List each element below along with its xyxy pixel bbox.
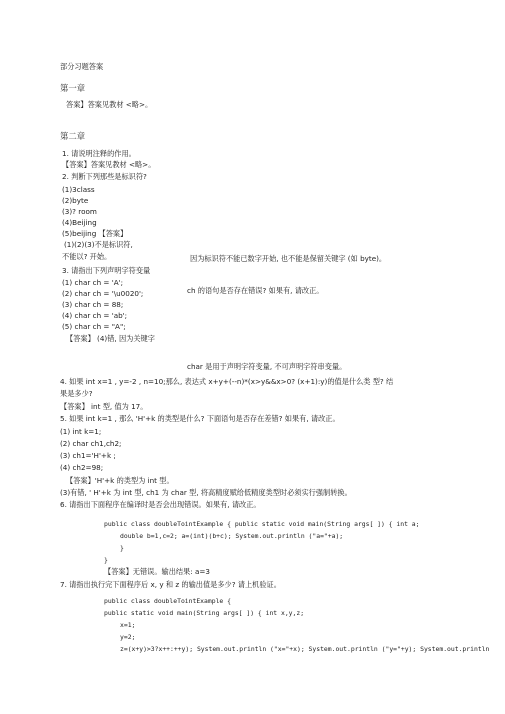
question-1: 1. 请说明注释的作用。 xyxy=(62,149,136,158)
question-4-line: 4. 如果 int x=1 , y=-2 , n=10;那么, 表达式 x+y+(--n)*(x>y&&x>0? (x+1):y)的值是什么类 型? 结 xyxy=(60,377,394,386)
question-3-item: (4) char ch = 'ab'; xyxy=(62,311,128,320)
question-2-item: (5)beijing 【答案】 xyxy=(62,229,128,238)
question-6-code-line: } xyxy=(104,556,108,564)
question-5-item: (4) ch2=98; xyxy=(60,463,104,472)
question-3-item: (1) char ch = 'A'; xyxy=(62,278,124,287)
question-7-code-line: x=1; xyxy=(120,621,136,629)
question-7-code-line: y=2; xyxy=(120,633,136,641)
question-7-code-line: public static void main(String args[ ]) { int x,y,z; xyxy=(104,609,305,617)
chapter-1-heading: 第一章 xyxy=(60,83,86,93)
question-3-item: (5) char ch = "A"; xyxy=(62,322,126,331)
question-2: 2. 判断下列那些是标识符? xyxy=(62,172,147,181)
question-7: 7. 请指出执行完下面程序后 x, y 和 z 的输出值是多少? 请上机验证。 xyxy=(60,580,281,589)
question-5-item: (2) char ch1,ch2; xyxy=(60,439,122,448)
chapter-2-heading: 第二章 xyxy=(60,131,86,141)
question-2-item: (3)? room xyxy=(62,207,97,216)
question-7-code-line: public class doubleTointExample { xyxy=(104,597,231,605)
question-6-code-line: } xyxy=(120,544,124,552)
question-3-side-text: ch 的语句是否存在错误? 如果有, 请改正。 xyxy=(187,286,324,295)
question-2-item: (4)Beijing xyxy=(62,218,97,227)
question-5-item: (1) int k=1; xyxy=(60,427,102,436)
question-5-item: (3) ch1='H'+k ; xyxy=(60,451,116,460)
question-1-answer: 【答案】答案见教材 <略>。 xyxy=(62,160,156,169)
question-2-item: (2)byte xyxy=(62,196,89,205)
question-6-answer: 【答案】无错误。输出结果: a=3 xyxy=(104,567,210,576)
question-5-explanation: (3)有错, ' H'+k 为 int 型, ch1 为 char 型, 将高精度赋给低精度类型时必须实行强制转换。 xyxy=(60,488,352,497)
question-2-answer-line: (1)(2)(3)不是标识符, xyxy=(64,240,133,249)
question-7-code-line: z=(x+y)>3?x++:++y); System.out.println ("x="+x); System.out.println ("y="+y); System.out.println xyxy=(120,645,490,653)
question-2-answer-explanation: 因为标识符不能已数字开始, 也不能是保留关键字 (如 byte)。 xyxy=(190,254,387,263)
question-3-item: (2) char ch = '\u0020'; xyxy=(62,289,144,298)
question-5: 5. 如果 int k=1 , 那么 'H'+k 的类型是什么? 下面语句是否存在差错? 如果有, 请改正。 xyxy=(60,414,340,423)
question-3: 3. 请指出下列声明字符变量 xyxy=(62,266,151,275)
question-3-answer: 【答案】 (4)错, 因为关键字 xyxy=(66,334,155,343)
question-5-answer: 【答案】'H'+k 的类型为 int 型。 xyxy=(66,476,174,485)
question-4-answer: 【答案】 int 型, 值为 17。 xyxy=(60,402,148,411)
chapter-1-answer: 答案】答案见教材 <略>。 xyxy=(66,100,153,109)
question-6-code-line: public class doubleTointExample { public static void main(String args[ ]) { int a; xyxy=(104,520,420,528)
question-6-code-line: double b=1,c=2; a=(int)(b+c); System.out.println ("a="+a); xyxy=(120,532,344,540)
question-3-answer-continued: char 是用于声明字符变量, 不可声明字符串变量。 xyxy=(187,362,347,371)
page-title: 部分习题答案 xyxy=(60,62,104,71)
question-2-item: (1)3class xyxy=(62,185,95,194)
question-6: 6. 请指出下面程序在编译时是否会出现错误。如果有, 请改正。 xyxy=(60,500,261,509)
question-4-line: 果是多少? xyxy=(60,389,93,398)
question-2-answer-line: 不能以? 开始。 xyxy=(62,252,112,261)
question-3-item: (3) char ch = 88; xyxy=(62,300,124,309)
